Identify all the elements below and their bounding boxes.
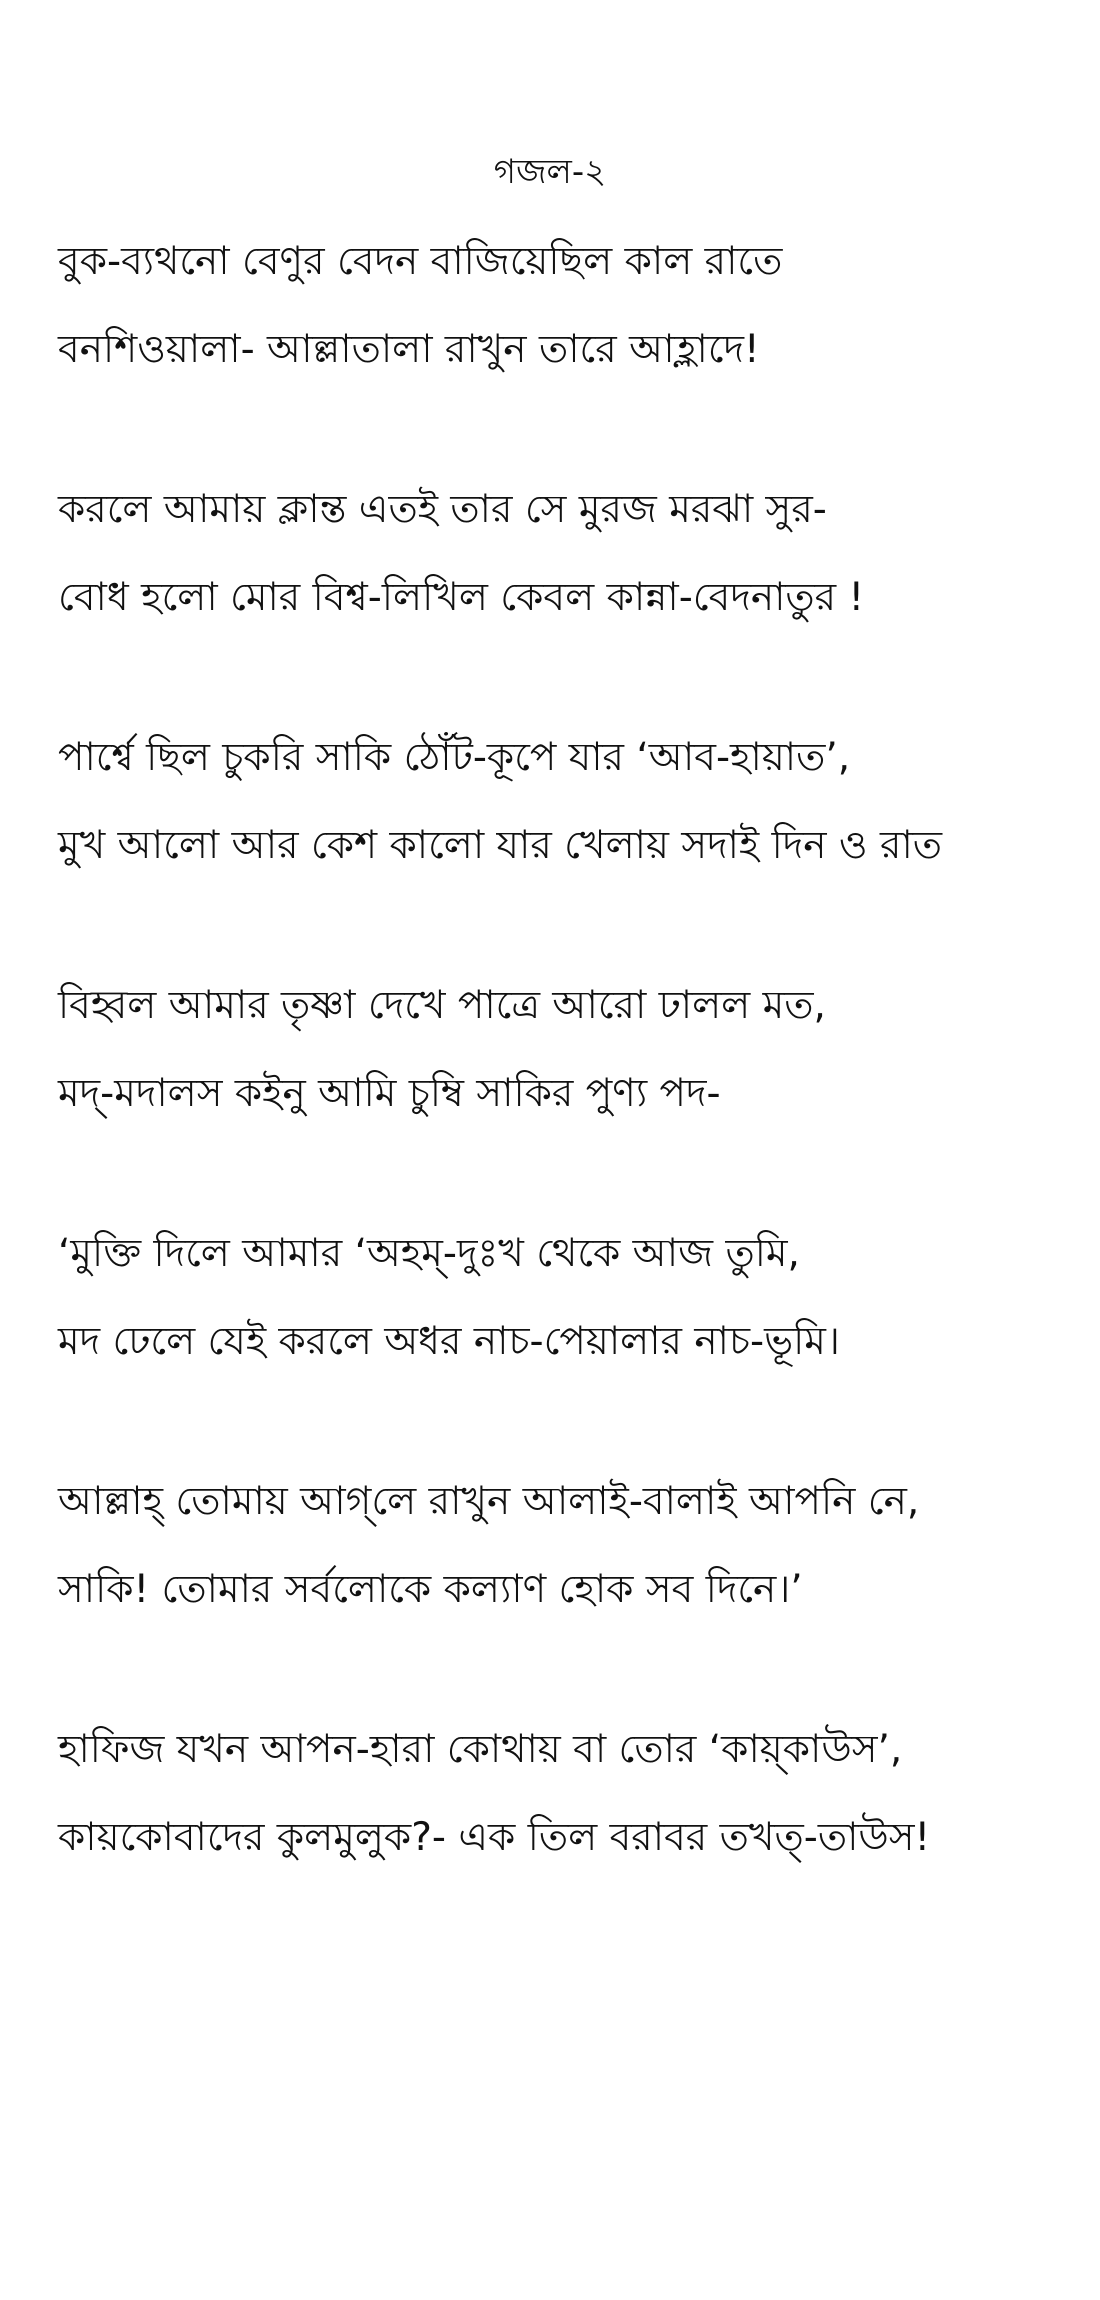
poem-line: পার্শ্বে ছিল চুকরি সাকি ঠোঁট-কূপে যার ‘আব-হায়াত’, — [58, 735, 851, 780]
stanza-3 — [58, 714, 1068, 890]
stanza-2 — [58, 466, 1068, 642]
stanza-4 — [58, 962, 1068, 1138]
poem-line: করলে আমায় ক্লান্ত এতই তার সে মুরজ মরঝা সুর- — [58, 487, 827, 532]
poem-line: বনশিওয়ালা- আল্লাতালা রাখুন তারে আহ্লাদে! — [58, 327, 760, 372]
poem-line: মুখ আলো আর কেশ কালো যার খেলায় সদাই দিন ও রাত — [58, 823, 943, 868]
stanza-7 — [58, 1706, 1068, 1882]
poem-line: ‘মুক্তি দিলে আমার ‘অহম্-দুঃখ থেকে আজ তুমি, — [58, 1231, 800, 1276]
stanza-5 — [58, 1210, 1068, 1386]
poem-line: হাফিজ যখন আপন-হারা কোথায় বা তোর ‘কায়্‌কাউস’, — [58, 1727, 903, 1772]
stanza-6 — [58, 1458, 1068, 1634]
poem-line: বুক-ব্যথনো বেণুর বেদন বাজিয়েছিল কাল রাতে — [58, 239, 783, 284]
poem-line: বিহ্বল আমার তৃষ্ণা দেখে পাত্রে আরো ঢালল মত, — [58, 983, 826, 1028]
poem-line: বোধ হলো মোর বিশ্ব-লিখিল কেবল কান্না-বেদনাতুর ! — [58, 575, 865, 620]
poem-title: গজল-২ — [493, 152, 607, 192]
poem-line: মদ ঢেলে যেই করলে অধর নাচ-পেয়ালার নাচ-ভূমি। — [58, 1319, 840, 1364]
stanza-1 — [58, 218, 1068, 394]
poem-line: মদ্-মদালস কইনু আমি চুম্বি সাকির পুণ্য পদ- — [58, 1071, 721, 1116]
poem-line: কায়কোবাদের কুলমুলুক?- এক তিল বরাবর তখত্-তাউস! — [58, 1815, 931, 1860]
poem-line: আল্লাহ্ তোমায় আগ্‌লে রাখুন আলাই-বালাই আপনি নে, — [58, 1479, 920, 1524]
poem-line: সাকি! তোমার সর্বলোকে কল্যাণ হোক সব দিনে।’ — [58, 1567, 803, 1612]
